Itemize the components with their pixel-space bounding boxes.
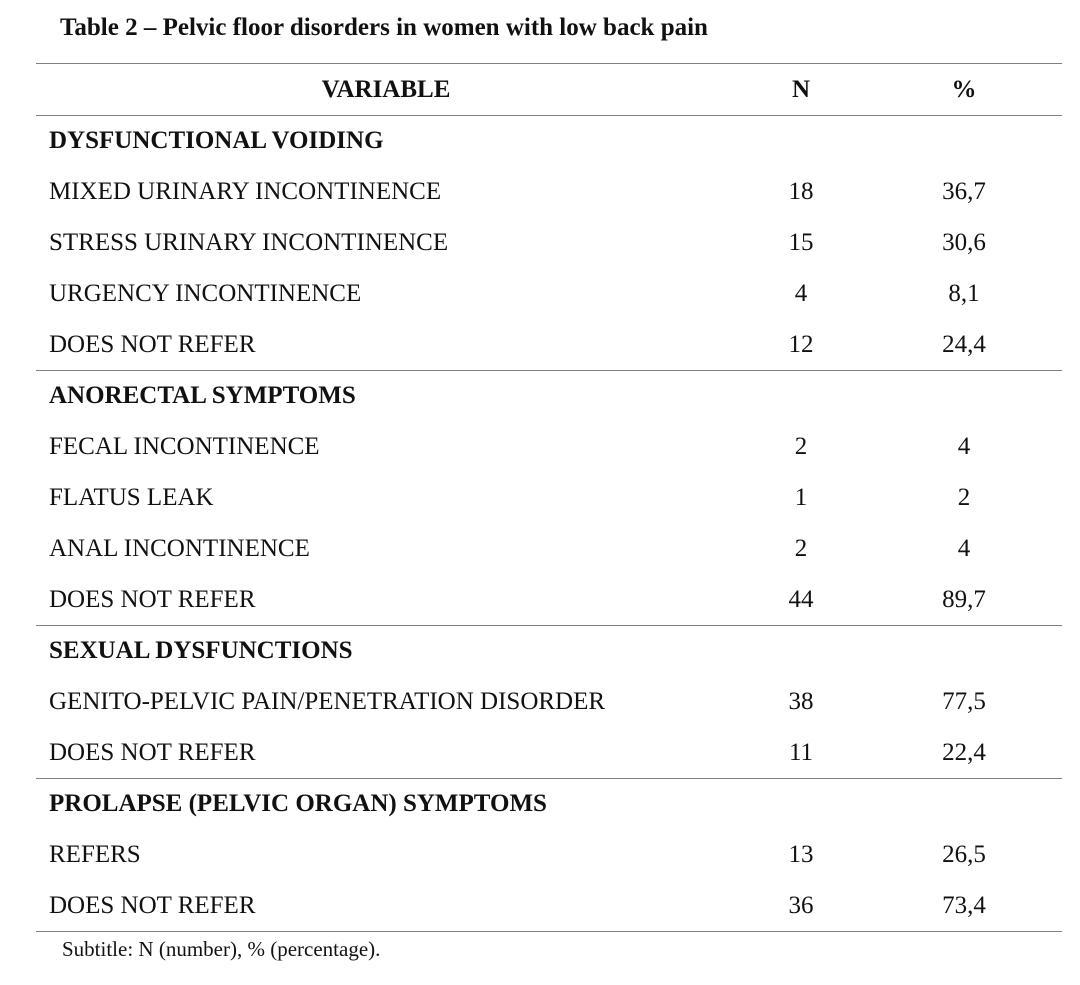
- cell-variable: FECAL INCONTINENCE: [49, 433, 320, 460]
- cell-percent: 73,4: [866, 881, 1062, 932]
- group-header-row: [36, 116, 1062, 167]
- cell-variable: GENITO-PELVIC PAIN/PENETRATION DISORDER: [49, 688, 606, 715]
- table-row: [36, 167, 1062, 218]
- cell-percent: 8,1: [948, 280, 980, 307]
- cell-percent: 36,7: [942, 178, 986, 205]
- table-row: [36, 881, 1062, 932]
- cell-n: 4: [794, 280, 808, 307]
- cell-n: 1: [794, 484, 808, 511]
- cell-n: 44: [788, 585, 814, 613]
- group-label: PROLAPSE (PELVIC ORGAN) SYMPTOMS: [36, 779, 1062, 830]
- table-row: [36, 524, 1062, 575]
- table-row: [36, 320, 1062, 371]
- cell-percent: 22,4: [942, 738, 986, 766]
- cell-n: 13: [788, 841, 814, 868]
- header-n: N: [736, 64, 866, 116]
- group-header-row: [36, 779, 1062, 830]
- table-row: [36, 269, 1062, 320]
- cell-percent: 4: [957, 535, 971, 562]
- header-percent: %: [866, 64, 1062, 116]
- cell-n: 2: [794, 433, 808, 460]
- table-footnote: Subtitle: N (number), % (percentage).: [62, 937, 381, 961]
- data-table: [36, 63, 1062, 932]
- table-row: [36, 830, 1062, 881]
- table-title: Table 2 – Pelvic floor disorders in women with low back pain: [60, 14, 708, 41]
- cell-variable: STRESS URINARY INCONTINENCE: [49, 229, 449, 256]
- table-row: [36, 422, 1062, 473]
- header-row: [36, 64, 1062, 116]
- cell-variable: FLATUS LEAK: [49, 484, 214, 511]
- cell-percent: 4: [957, 433, 971, 460]
- table-row: [36, 473, 1062, 524]
- cell-n: 15: [788, 229, 814, 256]
- group-label: DYSFUNCTIONAL VOIDING: [49, 127, 384, 155]
- group-label: ANORECTAL SYMPTOMS: [36, 371, 1062, 422]
- cell-n: 36: [736, 881, 866, 932]
- header-variable: VARIABLE: [36, 64, 736, 116]
- cell-variable: URGENCY INCONTINENCE: [49, 280, 362, 307]
- cell-percent: 77,5: [942, 688, 986, 715]
- cell-variable: MIXED URINARY INCONTINENCE: [49, 178, 442, 205]
- group-header-row: [36, 626, 1062, 677]
- table-row: [36, 728, 1062, 779]
- group-label: SEXUAL DYSFUNCTIONS: [36, 626, 1062, 677]
- table-row: [36, 575, 1062, 626]
- cell-n: 11: [788, 738, 814, 766]
- cell-variable: REFERS: [49, 841, 141, 868]
- table-row: [36, 677, 1062, 728]
- cell-variable: ANAL INCONTINENCE: [49, 535, 310, 562]
- cell-percent: 26,5: [942, 841, 986, 868]
- cell-variable: DOES NOT REFER: [49, 330, 256, 358]
- cell-percent: 2: [957, 484, 971, 511]
- table-body: [36, 116, 1062, 932]
- cell-percent: 24,4: [942, 330, 986, 358]
- table-row: [36, 218, 1062, 269]
- cell-variable: DOES NOT REFER: [36, 881, 736, 932]
- group-header-row: [36, 371, 1062, 422]
- cell-percent: 30,6: [942, 229, 986, 256]
- cell-n: 2: [794, 535, 808, 562]
- cell-percent: 89,7: [942, 585, 986, 613]
- cell-n: 18: [788, 178, 814, 205]
- cell-variable: DOES NOT REFER: [49, 585, 256, 613]
- cell-n: 12: [788, 330, 814, 358]
- cell-n: 38: [788, 688, 814, 715]
- cell-variable: DOES NOT REFER: [49, 738, 256, 766]
